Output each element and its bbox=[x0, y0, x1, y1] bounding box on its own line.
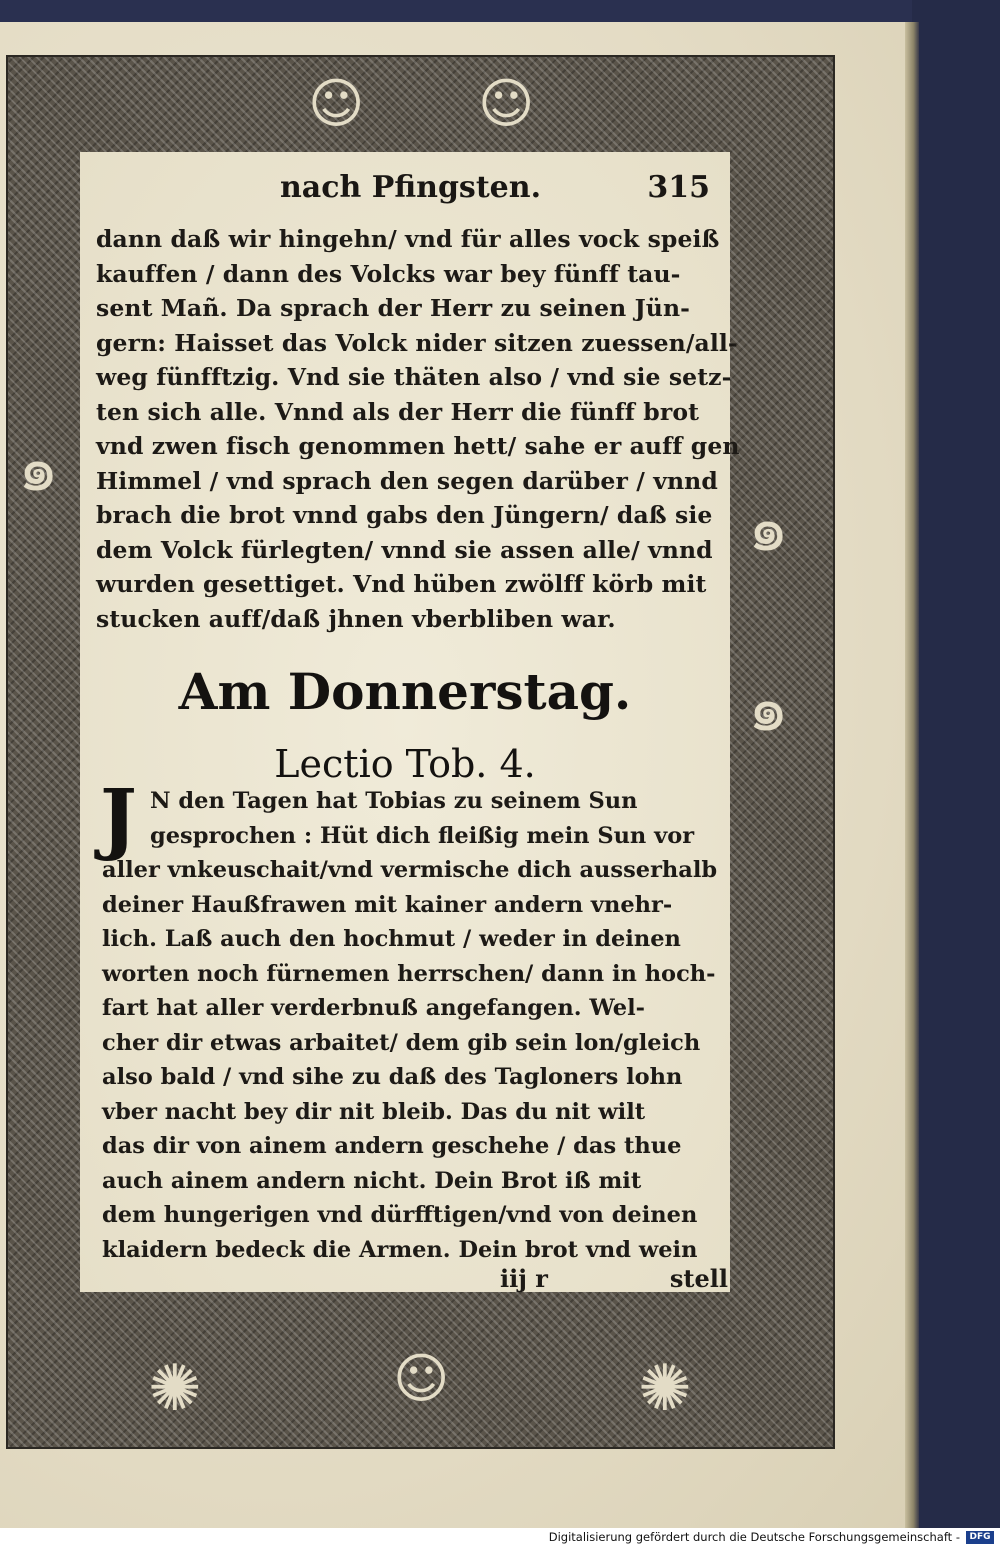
text-line: deiner Haußfrawen mit kainer andern vnehr- bbox=[102, 891, 673, 918]
signature-mark: iij r bbox=[500, 1264, 548, 1293]
text-line: dann daß wir hingehn/ vnd für alles vock speiß bbox=[96, 225, 720, 253]
lectio-heading: Lectio Tob. 4. bbox=[274, 742, 536, 786]
text-line: sent Mañ. Da sprach der Herr zu seinen Jün- bbox=[96, 294, 691, 322]
text-line: lich. Laß auch den hochmut / weder in deinen bbox=[102, 926, 681, 952]
text-line: vnd zwen fisch genommen hett/ sahe er auff gen bbox=[96, 432, 740, 460]
text-line: worten noch fürnemen herrschen/ dann in hoch- bbox=[102, 960, 716, 987]
text-line: kauffen / dann des Volcks war bey fünff tau- bbox=[96, 259, 681, 288]
border-ornament-wheel-icon: ✺ bbox=[638, 1352, 692, 1426]
text-line: wurden gesettiget. Vnd hüben zwölff körb mit bbox=[96, 570, 707, 598]
border-ornament-swirl-icon: ๑ bbox=[748, 492, 789, 566]
text-line: vber nacht bey dir nit bleib. Das du nit wilt bbox=[102, 1098, 646, 1125]
section-heading: Am Donnerstag. bbox=[178, 662, 632, 721]
text-line: cher dir etwas arbaitet/ dem gib sein lon/gleich bbox=[102, 1029, 701, 1056]
text-line: weg fünfftzig. Vnd sie thäten also / vnd sie setz- bbox=[96, 363, 732, 391]
text-line: gern: Haisset das Volck nider sitzen zuessen/all- bbox=[96, 328, 738, 357]
page-edge-shadow bbox=[905, 22, 919, 1528]
footer-credit: Digitalisierung gefördert durch die Deutsche Forschungsgemeinschaft - bbox=[548, 1530, 960, 1544]
text-line: gesprochen : Hüt dich fleißig mein Sun vor bbox=[150, 822, 695, 849]
running-head bbox=[280, 170, 710, 210]
drop-capital: J bbox=[100, 773, 137, 864]
text-top bbox=[96, 222, 740, 636]
text-line: aller vnkeuschait/vnd vermische dich ausserhalb bbox=[102, 857, 718, 883]
border-ornament-face-icon: ☺ bbox=[478, 72, 535, 135]
text-line: fart hat aller verderbnuß angefangen. Wel- bbox=[102, 995, 646, 1021]
running-head-title: nach Pfingsten. bbox=[280, 170, 542, 205]
border-ornament-face-icon: ☺ bbox=[393, 1347, 450, 1410]
text-line: brach die brot vnnd gabs den Jüngern/ daß sie bbox=[96, 501, 713, 529]
scan-background-right bbox=[912, 0, 1000, 1528]
text-line: das dir von ainem andern geschehe / das thue bbox=[102, 1133, 682, 1159]
border-ornament-swirl-icon: ๑ bbox=[748, 672, 789, 746]
text-block bbox=[80, 152, 740, 1293]
text-line: N den Tagen hat Tobias zu seinem Sun bbox=[150, 788, 638, 814]
text-line: auch ainem andern nicht. Dein Brot iß mit bbox=[102, 1167, 642, 1194]
dfg-logo-icon: DFG bbox=[966, 1531, 994, 1544]
text-line: dem Volck fürlegten/ vnnd sie assen alle/ vnnd bbox=[96, 535, 713, 564]
page-number: 315 bbox=[647, 170, 710, 205]
text-line: stucken auff/daß jhnen vberbliben war. bbox=[96, 604, 616, 633]
border-ornament-swirl-icon: ๑ bbox=[18, 432, 59, 506]
text-line: also bald / vnd sihe zu daß des Tagloners lohn bbox=[102, 1064, 683, 1090]
text-line: Himmel / vnd sprach den segen darüber / vnnd bbox=[96, 466, 718, 495]
text-line: dem hungerigen vnd dürfftigen/vnd von deinen bbox=[102, 1202, 698, 1228]
catchword: stell bbox=[669, 1264, 728, 1293]
text-line: klaidern bedeck die Armen. Dein brot vnd wein bbox=[102, 1236, 698, 1263]
text-line: ten sich alle. Vnnd als der Herr die fünff brot bbox=[96, 397, 700, 426]
text-bottom bbox=[102, 784, 742, 1267]
border-ornament-face-icon: ☺ bbox=[308, 72, 365, 135]
border-ornament-wheel-icon: ✺ bbox=[148, 1352, 202, 1426]
footer-bar bbox=[0, 1528, 1000, 1548]
